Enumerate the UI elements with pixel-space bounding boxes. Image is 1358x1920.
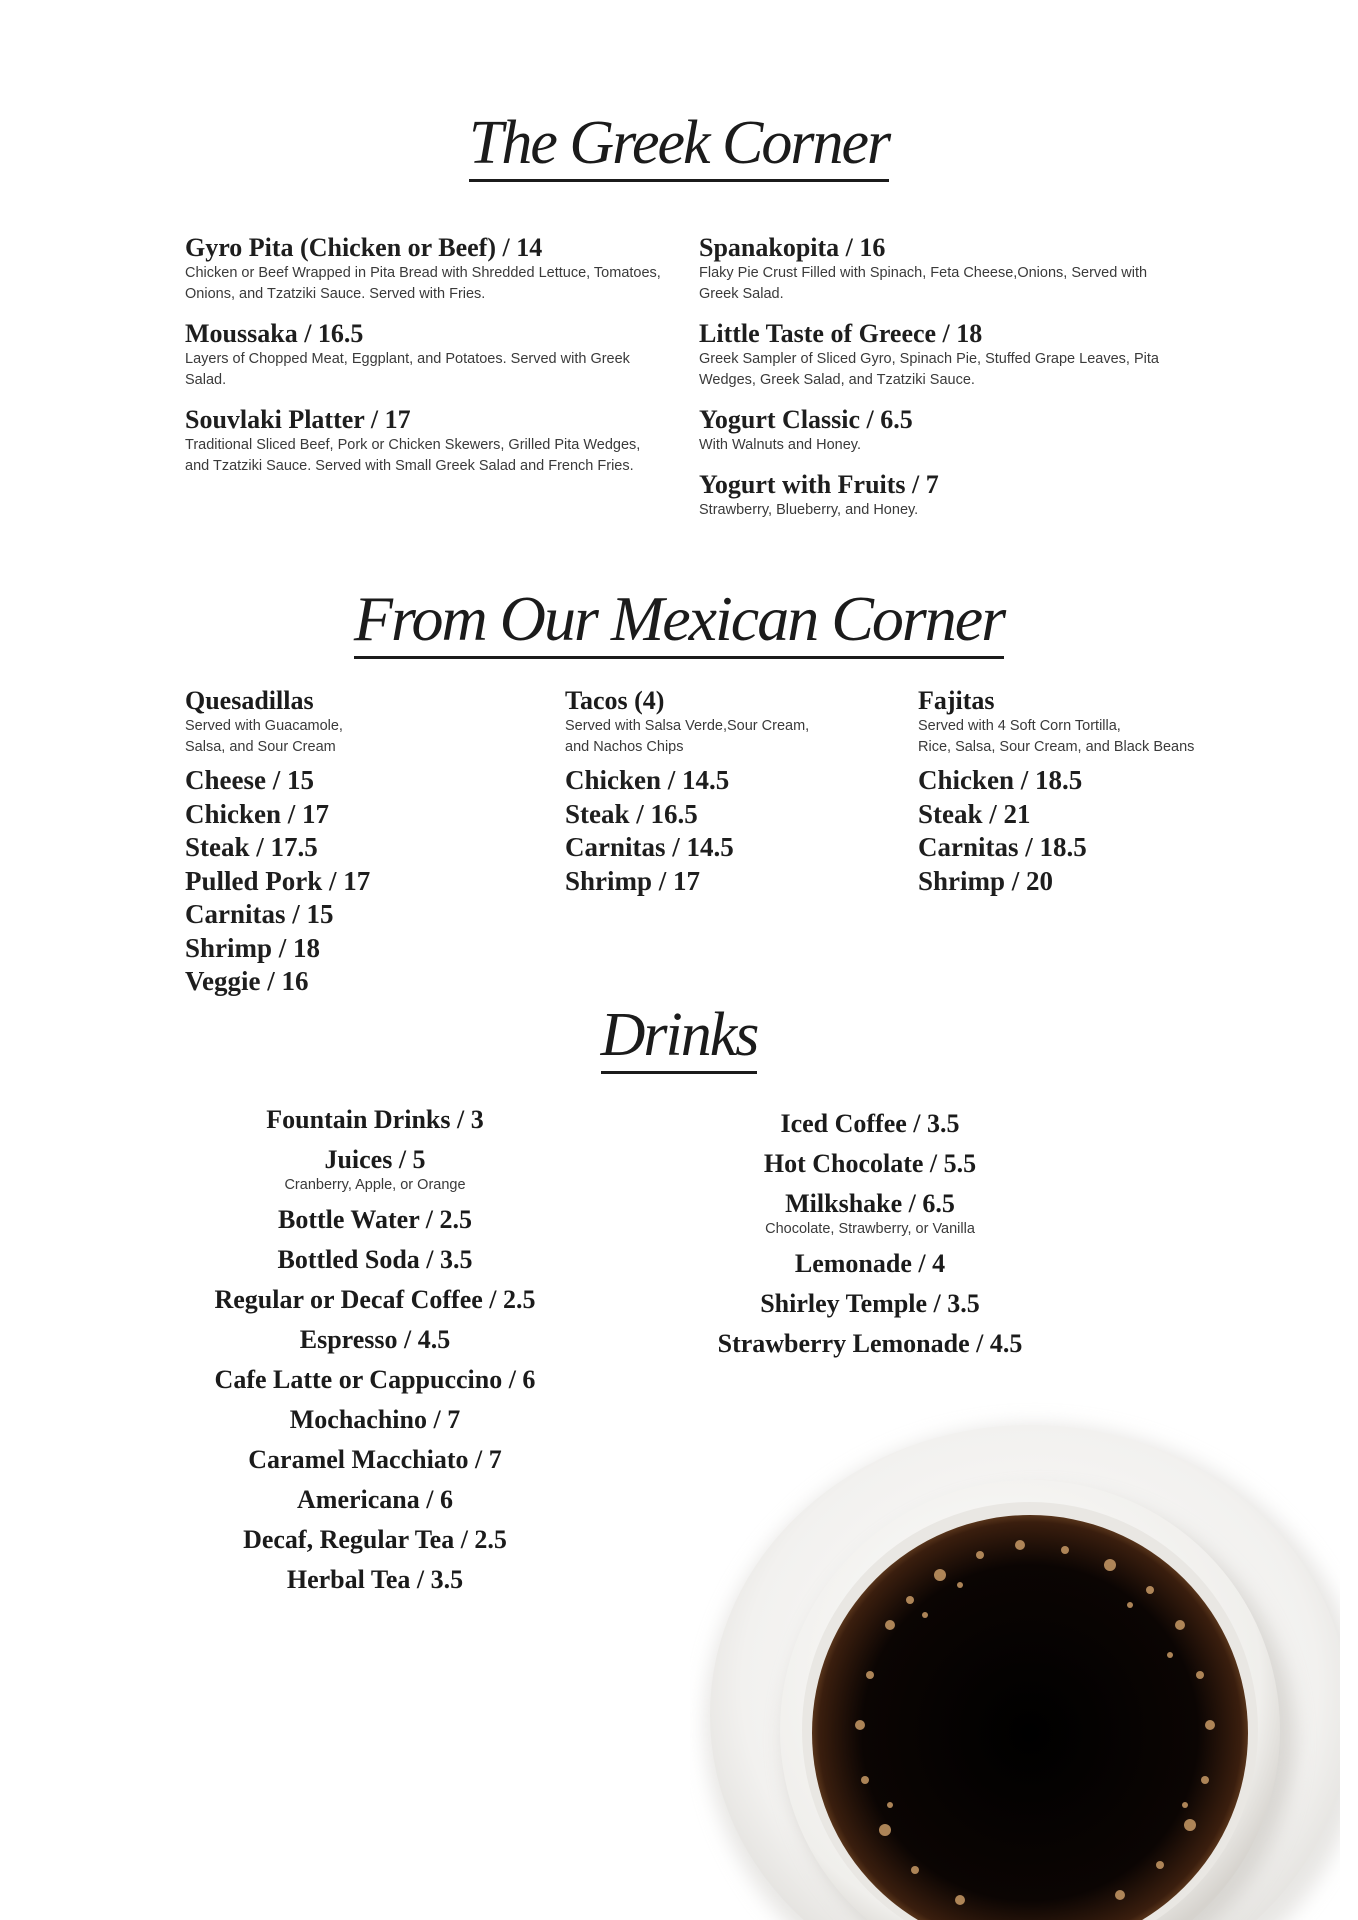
quesadillas-column (185, 686, 525, 999)
drink-description: Cranberry, Apple, or Orange (284, 1177, 466, 1193)
item-name: Moussaka / 16.5 (185, 319, 364, 348)
drink-item: Iced Coffee / 3.5 (780, 1109, 960, 1138)
drinks-left-column (195, 1100, 555, 1600)
item-name: Spanakopita / 16 (699, 233, 886, 262)
menu-item (699, 470, 1159, 521)
tacos-column (565, 686, 885, 898)
drink-item: Cafe Latte or Cappuccino / 6 (214, 1365, 536, 1394)
description-line: Served with 4 Soft Corn Tortilla, (918, 718, 1121, 734)
item-description: Layers of Chopped Meat, Eggplant, and Potatoes. Served with Greek Salad. (185, 351, 630, 388)
drink-item: Decaf, Regular Tea / 2.5 (243, 1525, 507, 1554)
list-item: Carnitas / 18.5 (918, 832, 1087, 862)
item-list (185, 764, 525, 999)
list-item: Shrimp / 17 (565, 865, 701, 896)
item-description: Chicken or Beef Wrapped in Pita Bread with Shredded Lettuce, Tomatoes, Onions, and Tzatziki Sauce. Served with Fries. (185, 265, 661, 302)
description-line: and Nachos Chips (565, 739, 684, 755)
item-description: Greek Sampler of Sliced Gyro, Spinach Pie, Stuffed Grape Leaves, Pita Wedges, Greek Salad, and Tzatziki Sauce. (699, 351, 1159, 388)
drink-item: Lemonade / 4 (794, 1249, 946, 1278)
menu-item (699, 233, 1159, 305)
fajitas-column (918, 686, 1248, 898)
drink-item: Regular or Decaf Coffee / 2.5 (214, 1285, 536, 1314)
menu-item (699, 405, 1159, 456)
list-item: Shrimp / 18 (185, 932, 321, 963)
list-item: Cheese / 15 (185, 765, 314, 795)
list-item: Shrimp / 20 (918, 865, 1054, 896)
menu-item (185, 405, 665, 477)
menu-item (185, 319, 665, 391)
description-line: Served with Salsa Verde,Sour Cream, (565, 718, 810, 734)
list-item: Chicken / 18.5 (918, 765, 1083, 795)
list-item: Carnitas / 15 (185, 899, 334, 929)
mexican-section-title: From Our Mexican Corner (0, 582, 1358, 656)
item-name: Little Taste of Greece / 18 (699, 319, 983, 348)
drink-item: Milkshake / 6.5 (785, 1189, 955, 1218)
item-name: Yogurt Classic / 6.5 (699, 405, 913, 434)
item-description: Traditional Sliced Beef, Pork or Chicken Skewers, Grilled Pita Wedges, and Tzatziki Sauce. Served with Small Greek Salad and French Fries. (185, 437, 641, 474)
drink-item: Shirley Temple / 3.5 (760, 1289, 980, 1318)
category-description (565, 716, 885, 758)
drinks-section-title: Drinks (0, 1000, 1358, 1071)
description-line: Served with Guacamole, (185, 718, 343, 734)
drink-item: Herbal Tea / 3.5 (286, 1565, 464, 1594)
item-description: Flaky Pie Crust Filled with Spinach, Feta Cheese,Onions, Served with Greek Salad. (699, 265, 1148, 302)
list-item: Chicken / 14.5 (565, 765, 730, 795)
drink-item: Juices / 5 (324, 1145, 426, 1174)
greek-left-column (185, 233, 665, 491)
drink-description: Chocolate, Strawberry, or Vanilla (765, 1221, 975, 1237)
list-item: Veggie / 16 (185, 966, 309, 996)
drink-item: Bottled Soda / 3.5 (277, 1245, 473, 1274)
item-list (918, 764, 1248, 898)
menu-item (699, 319, 1159, 391)
item-name: Yogurt with Fruits / 7 (699, 470, 939, 499)
drinks-right-column (700, 1104, 1040, 1364)
item-name: Souvlaki Platter / 17 (185, 405, 411, 434)
drink-item: Hot Chocolate / 5.5 (763, 1149, 977, 1178)
greek-right-column (699, 233, 1159, 535)
drink-item: Caramel Macchiato / 7 (248, 1445, 502, 1474)
menu-item (185, 233, 665, 305)
list-item: Pulled Pork / 17 (185, 865, 371, 896)
drink-item: Americana / 6 (297, 1485, 453, 1514)
list-item: Carnitas / 14.5 (565, 832, 734, 862)
drink-item: Bottle Water / 2.5 (277, 1205, 472, 1234)
category-name: Tacos (4) (565, 686, 665, 715)
category-description (918, 716, 1248, 758)
item-description: With Walnuts and Honey. (699, 437, 861, 453)
coffee-cup-photo (690, 1395, 1340, 1920)
description-line: Rice, Salsa, Sour Cream, and Black Beans (918, 739, 1195, 755)
item-name: Gyro Pita (Chicken or Beef) / 14 (185, 233, 543, 262)
description-line: Salsa, and Sour Cream (185, 739, 336, 755)
list-item: Steak / 17.5 (185, 832, 318, 862)
list-item: Steak / 21 (918, 798, 1031, 829)
category-description (185, 716, 525, 758)
drink-item: Fountain Drinks / 3 (266, 1105, 484, 1134)
category-name: Fajitas (918, 686, 995, 715)
coffee-cup-icon (690, 1395, 1340, 1920)
drink-item: Strawberry Lemonade / 4.5 (717, 1329, 1023, 1358)
list-item: Steak / 16.5 (565, 798, 698, 829)
item-list (565, 764, 885, 898)
list-item: Chicken / 17 (185, 798, 330, 829)
category-name: Quesadillas (185, 686, 314, 715)
drink-item: Mochachino / 7 (289, 1405, 461, 1434)
greek-section-title: The Greek Corner (0, 108, 1358, 179)
item-description: Strawberry, Blueberry, and Honey. (699, 502, 919, 518)
drink-item: Espresso / 4.5 (299, 1325, 451, 1354)
